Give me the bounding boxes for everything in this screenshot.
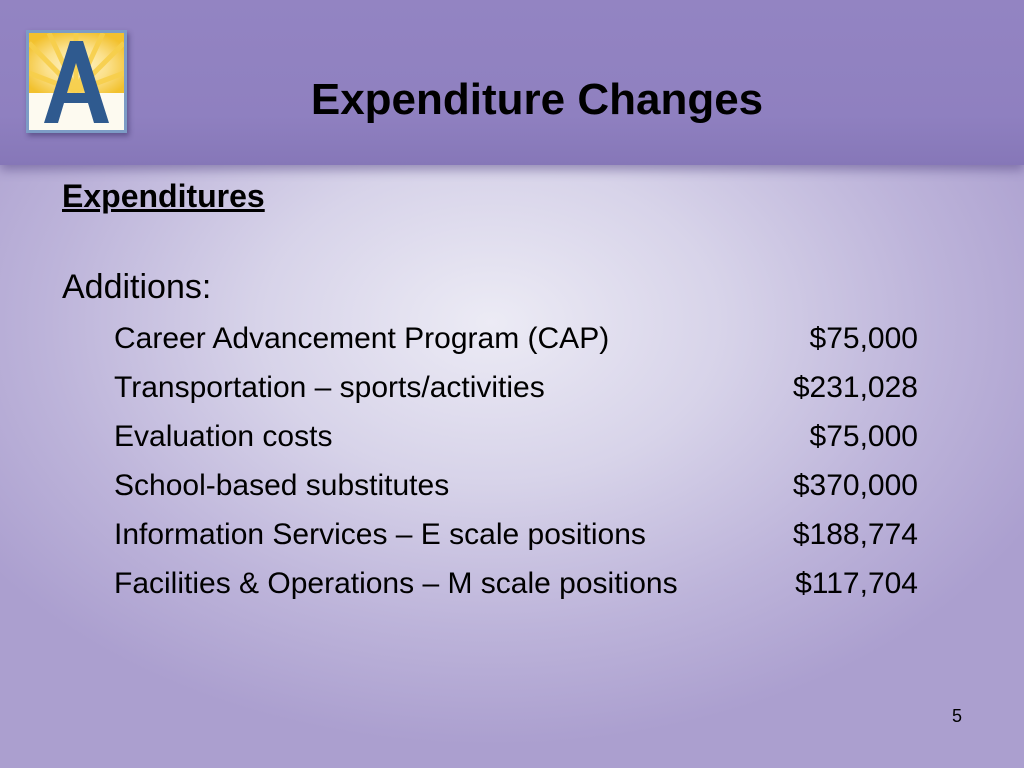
item-label: Transportation – sports/activities [114,371,545,404]
list-item [114,514,918,563]
item-amount: $370,000 [792,469,918,502]
item-amount: $117,704 [795,567,918,600]
list-item [114,416,918,465]
item-amount: $75,000 [809,322,918,355]
letter-a-sunburst-logo [26,30,127,133]
item-label: Information Services – E scale positions [114,518,646,551]
list-item [114,465,918,514]
expenditure-list [114,318,918,612]
item-amount: $75,000 [809,420,918,453]
page-number: 5 [951,706,962,726]
list-item [114,563,918,612]
additions-heading: Additions: [62,268,212,306]
item-label: School-based substitutes [114,469,450,502]
item-label: Facilities & Operations – M scale positions [114,567,678,600]
list-item [114,318,918,367]
slide-title: Expenditure Changes [310,75,764,124]
item-label: Career Advancement Program (CAP) [114,322,610,355]
section-heading: Expenditures [62,178,265,214]
item-label: Evaluation costs [114,420,333,453]
list-item [114,367,918,416]
item-amount: $188,774 [792,518,918,551]
item-amount: $231,028 [792,371,918,404]
